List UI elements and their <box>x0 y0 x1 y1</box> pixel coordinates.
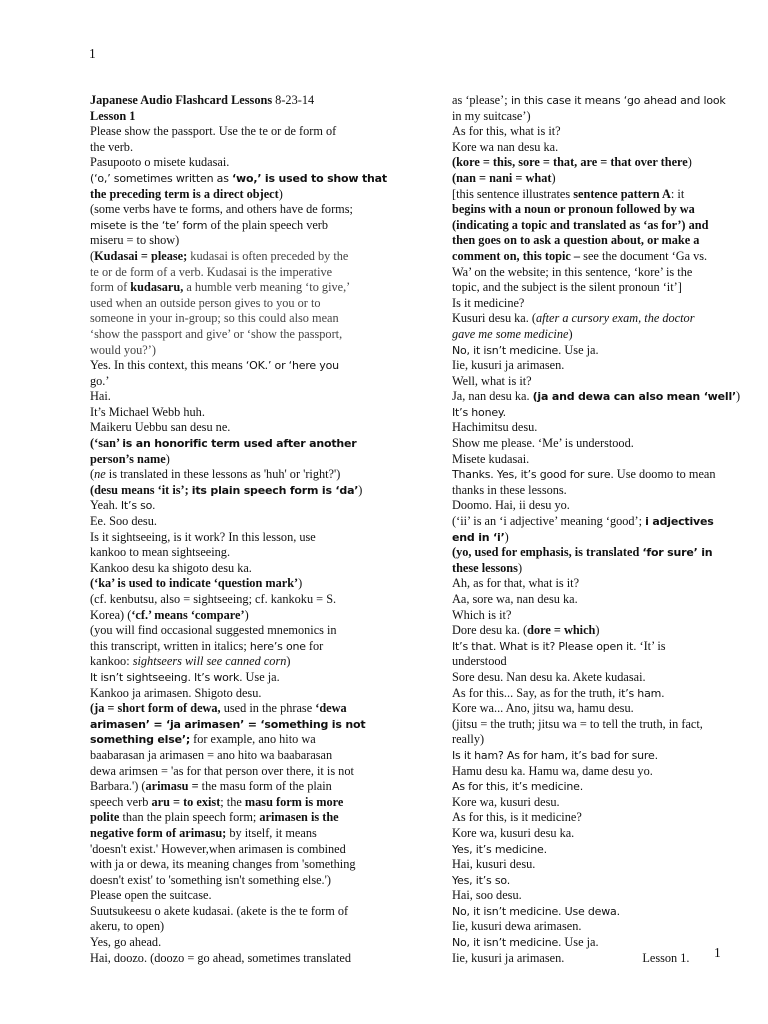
text-span: As for this... Say, as for the truth, <box>452 685 619 700</box>
text-line <box>452 639 722 655</box>
text-span: ‘OK.’ or ‘here you <box>245 359 339 373</box>
text-line: Show me please. ‘Me’ is understood. <box>452 436 634 451</box>
text-line <box>452 545 722 561</box>
text-span: ) <box>278 186 283 201</box>
text-line: Hai, soo desu. <box>452 888 522 903</box>
text-line: Hachimitsu desu. <box>452 420 538 435</box>
text-line: with ja or dewa, its meaning changes from 'something <box>90 857 356 872</box>
text-line: Sore desu. Nan desu ka. Akete kudasai. <box>452 669 646 684</box>
text-line: Which is it? <box>452 607 512 622</box>
text-span: ; the <box>220 794 245 809</box>
text-line: It’s honey. <box>452 405 506 419</box>
text-span: than the plain speech form; <box>119 810 260 825</box>
text-line <box>90 218 440 234</box>
text-line <box>90 670 440 686</box>
text-line <box>90 467 440 483</box>
lesson-heading <box>90 93 440 109</box>
text-line <box>452 311 722 327</box>
text-span: kankoo: <box>90 654 133 669</box>
text-span: Ja, nan desu ka. <box>452 389 533 404</box>
text-line: then goes on to ask a question about, or make a <box>452 233 700 248</box>
text-line <box>452 530 722 546</box>
text-line: It’s Michael Webb huh. <box>90 404 205 419</box>
text-span: No, it isn’t medicine. <box>452 343 562 357</box>
text-line: Yes, it’s so. <box>452 873 511 887</box>
text-span: kudasai is often preceded by the <box>187 248 349 263</box>
text-span: ) <box>551 170 556 185</box>
text-line: someone in your in-group; so this could also mean <box>90 311 339 326</box>
text-span: ) <box>358 482 363 497</box>
bold-text: ‘dewa <box>315 701 347 716</box>
text-span: misete is the ‘te’ form <box>90 218 211 232</box>
text-line: Suutsukeesu o akete kudasai. (akete is the te form of <box>90 903 349 918</box>
text-line: begins with a noun or pronoun followed by wa <box>452 202 695 217</box>
bold-text: (‘ka’ is used to indicate ‘question mark’ <box>90 576 299 591</box>
text-line: the verb. <box>90 139 134 154</box>
text-span: It’s so. <box>120 499 156 513</box>
text-line <box>90 795 440 811</box>
text-line: Yes, it’s medicine. <box>452 842 547 856</box>
text-span: Iie, kusuri ja arimasen. <box>452 950 565 965</box>
text-line: akeru, to open) <box>90 919 165 934</box>
bold-text: end in ‘i’ <box>452 530 505 544</box>
text-span: ) <box>736 389 741 404</box>
text-span: ) <box>298 576 303 591</box>
text-span: used in the phrase <box>220 701 316 716</box>
text-line <box>90 732 440 748</box>
text-span: by itself, it means <box>226 825 317 840</box>
text-span: it’s ham. <box>618 686 665 700</box>
text-span: Thanks. Yes, it’s good for sure. <box>452 468 614 482</box>
italic-text: after a cursory exam, the doctor <box>536 311 695 326</box>
bold-text: arimasen is the <box>259 810 339 825</box>
text-line <box>452 904 722 920</box>
text-line: used when an outside person gives to you or to <box>90 295 321 310</box>
text-line: Well, what is it? <box>452 373 532 388</box>
text-line <box>90 826 440 842</box>
text-line <box>452 467 722 483</box>
text-line: Misete kudasai. <box>452 451 530 466</box>
italic-text: gave me some medicine <box>452 326 569 341</box>
text-line: Kankoo desu ka shigoto desu ka. <box>90 560 252 575</box>
text-line: dewa arimsen = 'as for that person over there, it is not <box>90 763 354 778</box>
bold-text: ‘wo,’ is used to show that <box>232 171 387 185</box>
text-span: for <box>305 638 324 653</box>
text-line: Kore wa, kusuri desu. <box>452 794 560 809</box>
text-span: speech verb <box>90 794 152 809</box>
text-line: doesn't exist' to 'something isn't something else.') <box>90 872 331 887</box>
bold-text: (yo, used for emphasis, is translated <box>452 545 643 560</box>
text-span: (‘o,’ sometimes written as <box>90 171 233 185</box>
bold-text: the preceding term is a direct object <box>90 186 279 201</box>
bold-text: (kore = this, sore = that, are = that over there <box>452 155 688 170</box>
text-span: for example, ano hito wa <box>190 732 316 747</box>
bold-text: its plain speech form is ‘da’ <box>191 483 359 497</box>
text-line <box>452 686 722 702</box>
bold-text: ‘for sure’ in <box>642 546 713 560</box>
text-line: Maikeru Uebbu san desu ne. <box>90 420 231 435</box>
text-line: would you?’) <box>90 342 156 357</box>
text-line <box>90 452 440 468</box>
text-span: see the document ‘Ga vs. <box>580 248 708 263</box>
text-line <box>90 639 440 655</box>
text-line: (jitsu = the truth; jitsu wa = to tell the truth, in fact, <box>452 716 703 731</box>
text-line <box>452 623 722 639</box>
text-line: Hai. <box>90 389 111 404</box>
text-line <box>90 436 440 452</box>
text-line: As for this, what is it? <box>452 124 561 139</box>
bold-text: something else’; <box>90 733 191 747</box>
text-line <box>90 701 440 717</box>
text-line <box>90 779 440 795</box>
bold-text: Kudasai = please; <box>94 248 188 263</box>
text-line: 'doesn't exist.' However,when arimasen is combined <box>90 841 346 856</box>
text-line <box>90 483 440 499</box>
text-line <box>90 810 440 826</box>
text-span: Barbara.') ( <box>90 779 146 794</box>
text-span: ) <box>687 155 692 170</box>
text-line: ‘show the passport and give’ or ‘show the passport, <box>90 326 343 341</box>
text-span: : it <box>670 186 685 201</box>
text-span: No, it isn’t medicine. <box>452 936 562 950</box>
text-line <box>452 93 726 109</box>
italic-text: ne <box>94 467 106 482</box>
text-line: (indicating a topic and translated as ‘as for’) and <box>452 217 709 232</box>
text-line <box>90 608 440 624</box>
text-span: It isn’t sightseeing. It’s work. <box>90 670 243 684</box>
text-span: Use doomo to mean <box>613 467 716 482</box>
text-span: Use ja. <box>561 935 599 950</box>
text-line: miseru = to show) <box>90 233 180 248</box>
text-line: Is it sightseeing, is it work? In this lesson, use <box>90 529 316 544</box>
text-line <box>90 576 440 592</box>
text-line: As for this, is it medicine? <box>452 810 582 825</box>
bold-text: arimasu = <box>145 779 199 794</box>
text-span: Use ja. <box>561 342 599 357</box>
text-line: Yes, go ahead. <box>90 935 162 950</box>
text-line <box>90 358 440 374</box>
bold-text: aru = to exist <box>151 794 221 809</box>
bold-text: (ja and dewa can also mean ‘well’ <box>532 390 737 404</box>
text-line: Iie, kusuri ja arimasen. <box>452 358 565 373</box>
text-span: ) <box>286 654 291 669</box>
text-span: ) <box>165 451 170 466</box>
text-span: ) <box>504 529 509 544</box>
text-span: Use ja. <box>242 669 280 684</box>
text-line <box>452 951 722 967</box>
text-span: here’s one <box>249 639 306 653</box>
right-column <box>452 93 741 966</box>
text-line <box>452 389 741 405</box>
text-line: go.’ <box>90 373 110 388</box>
bold-text: person’s name <box>90 451 166 466</box>
bold-text: (ja = short form of dewa, <box>90 701 221 716</box>
text-line: Kore wa, kusuri desu ka. <box>452 825 575 840</box>
text-line: Hai, doozo. (doozo = go ahead, sometimes translated <box>90 950 351 965</box>
text-line <box>452 171 722 187</box>
text-span: ) <box>517 560 523 575</box>
text-span: Korea) ( <box>90 607 132 622</box>
text-line: topic, and the subject is the silent pronoun ‘it’] <box>452 280 682 295</box>
bold-text: kudasaru, <box>130 280 184 295</box>
text-line <box>452 155 722 171</box>
text-line <box>90 654 440 670</box>
bold-text: ‘cf.’ means ‘compare’ <box>131 607 245 622</box>
bold-text: these lessons <box>452 560 518 575</box>
mnemonic-text: sightseers will see canned corn <box>132 654 287 669</box>
text-span: [this sentence illustrates <box>452 186 574 201</box>
text-span: ) <box>595 623 600 638</box>
text-span: is translated in these lessons as 'huh' or 'right?') <box>105 467 341 482</box>
lesson-title: Lesson 1 <box>90 108 136 123</box>
text-span: Yes. In this context, this means <box>90 358 246 373</box>
bold-text: (nan = nani = what <box>452 170 552 185</box>
text-line <box>90 187 440 203</box>
text-line: (some verbs have te forms, and others have de forms; <box>90 202 353 217</box>
text-line: Ee. Soo desu. <box>90 514 157 529</box>
text-span: ( <box>90 248 95 263</box>
text-line: Please open the suitcase. <box>90 888 212 903</box>
page-number-top: 1 <box>89 46 96 61</box>
text-line <box>452 561 722 577</box>
text-line: thanks in these lessons. <box>452 482 567 497</box>
text-span: It’s that. What is it? Please open it. <box>452 639 637 653</box>
text-line: understood <box>452 654 507 669</box>
text-line <box>90 280 440 296</box>
text-line: Iie, kusuri dewa arimasen. <box>452 919 582 934</box>
text-span: No, it isn’t medicine. <box>452 904 562 918</box>
text-line: Ah, as for that, what is it? <box>452 576 580 591</box>
bold-text: negative form of arimasu; <box>90 825 227 840</box>
bold-text: dore = which <box>527 623 596 638</box>
text-line: Wa’ on the website; in this sentence, ‘kore’ is the <box>452 264 693 279</box>
page-number-bottom: 1 <box>714 945 721 960</box>
text-line: te or de form of a verb. Kudasai is the imperative <box>90 264 333 279</box>
bold-text: sentence pattern A <box>573 186 671 201</box>
text-line: Is it medicine? <box>452 295 525 310</box>
bold-text: (‘san’ <box>90 436 123 451</box>
text-line <box>452 343 722 359</box>
document-date: 8-23-14 <box>272 93 315 107</box>
bold-text: i adjectives <box>645 515 714 529</box>
bold-text: masu form is more <box>244 794 344 809</box>
text-span: ) <box>568 326 573 341</box>
text-line <box>90 717 440 733</box>
text-line <box>452 249 722 265</box>
text-line <box>90 171 440 187</box>
text-line <box>90 498 440 514</box>
text-line: Hamu desu ka. Hamu wa, dame desu yo. <box>452 763 653 778</box>
text-span: ) <box>244 607 249 622</box>
text-line: Doomo. Hai, ii desu yo. <box>452 498 570 513</box>
text-line: Kore wa nan desu ka. <box>452 139 559 154</box>
text-line <box>452 514 722 530</box>
text-span: in this case it means ‘go ahead and look <box>507 94 726 107</box>
text-span: a humble verb meaning ‘to give,’ <box>183 280 351 295</box>
bold-text: is an honorific term used after another <box>122 437 357 451</box>
text-line: really) <box>452 732 485 747</box>
text-line: Hai, kusuri desu. <box>452 857 536 872</box>
lesson-footer: Lesson 1. <box>642 950 690 965</box>
bold-text: (desu means ‘it is’; <box>90 482 192 497</box>
text-span: of the plain speech verb <box>210 217 329 232</box>
text-span: as ‘please’; <box>452 93 508 107</box>
text-span: form of <box>90 280 131 295</box>
text-line: Pasupooto o misete kudasai. <box>90 155 230 170</box>
text-span: ( <box>90 467 95 482</box>
text-line <box>452 327 722 343</box>
text-line: Please show the passport. Use the te or de form of <box>90 124 337 139</box>
text-span: Dore desu ka. ( <box>452 623 528 638</box>
text-span: (‘ii’ is an ‘i adjective’ meaning ‘good’; <box>452 514 646 529</box>
text-line: As for this, it’s medicine. <box>452 780 583 794</box>
left-column <box>90 93 440 966</box>
text-line: baabarasan ja arimasen = ano hito wa baabarasan <box>90 747 333 762</box>
text-line: Kankoo ja arimasen. Shigoto desu. <box>90 685 262 700</box>
bold-text: arimasen’ = ‘ja arimasen’ = ‘something is not <box>90 717 366 731</box>
text-span: Use dewa. <box>561 904 620 918</box>
text-line: (you will find occasional suggested mnemonics in <box>90 623 337 638</box>
text-line: in my suitcase’) <box>452 108 531 123</box>
text-span: ‘It’ is <box>636 638 666 653</box>
text-line: Is it ham? As for ham, it’s bad for sure. <box>452 748 658 762</box>
text-line: Kore wa... Ano, jitsu wa, hamu desu. <box>452 701 634 716</box>
text-span: the masu form of the plain <box>198 779 332 794</box>
text-line: kankoo to mean sightseeing. <box>90 545 231 560</box>
text-line: Aa, sore wa, nan desu ka. <box>452 592 578 606</box>
text-span: Kusuri desu ka. ( <box>452 311 537 326</box>
text-line <box>452 187 722 203</box>
document-title: Japanese Audio Flashcard Lessons <box>90 93 273 107</box>
bold-text: polite <box>90 810 120 825</box>
text-line: (cf. kenbutsu, also = sightseeing; cf. kankoku = S. <box>90 592 337 606</box>
bold-text: comment on, this topic – <box>452 248 581 263</box>
text-span: Yeah. <box>90 498 121 513</box>
text-span: this transcript, written in italics; <box>90 638 250 653</box>
text-line <box>90 249 440 265</box>
text-line <box>452 935 722 951</box>
